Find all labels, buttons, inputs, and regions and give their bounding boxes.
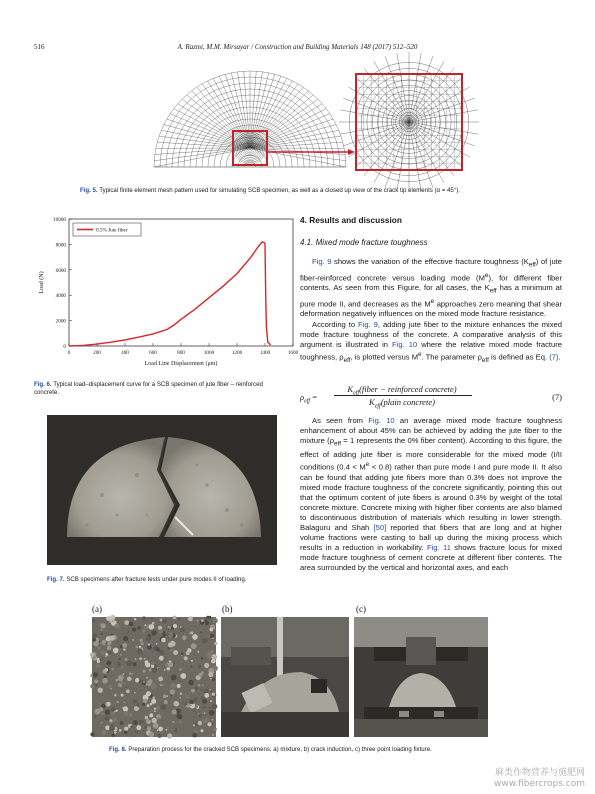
fig8c-loading-fixture-photo <box>354 617 488 737</box>
fig8-panel-b-label: (b) <box>222 604 233 614</box>
page-number: 516 <box>34 43 45 51</box>
x-tick-label: 1400 <box>259 350 271 356</box>
x-tick-label: 1000 <box>203 350 215 356</box>
eq-number: (7) <box>552 392 562 402</box>
equation-7 <box>300 384 562 410</box>
body-text-bottom <box>300 416 562 573</box>
x-tick-label: 600 <box>149 350 157 356</box>
subsection-heading: 4.1. Mixed mode fracture toughness <box>300 238 428 247</box>
fig7-label: Fig. 7. <box>47 576 65 583</box>
fig11-link[interactable]: Fig. 11 <box>426 543 451 553</box>
fig5-caption-text: Typical finite element mesh pattern used for simulating SCB specimen, as well as a closed up view of the crack tip elements (α = 45°). <box>99 187 460 194</box>
journal-citation: A. Razmi, M.M. Mirsayar / Construction and Building Materials 148 (2017) 512–520 <box>177 43 418 51</box>
fig7-caption <box>47 576 287 584</box>
fig8-caption <box>109 746 539 754</box>
lower-support-bar <box>364 707 478 719</box>
x-tick-label: 400 <box>121 350 129 356</box>
paragraph-1: Fig. 9 shows the variation of the effective fracture toughness $(K_{eff})$ of jute fiber-reinforced concrete versus loading mode (Me), for different fiber contents. As seen from this Figure, for all cases, the $K_{eff}$ has a minimum at pure mode II, and decreases as the Me approaches zero meaning that shear deformation negatively influences on the mixed mode fracture resistance. <box>300 257 563 319</box>
fig8-caption-text: Preparation process for the cracked SCB specimens: a) mixture, b) crack induction, c) three point loading fixture. <box>128 746 432 753</box>
fig9-link[interactable]: Fig. 9 <box>358 319 378 329</box>
x-tick-label: 1600 <box>287 350 299 356</box>
y-tick-label: 6000 <box>55 267 66 274</box>
fig5-label: Fig. 5. <box>80 187 98 194</box>
fe-mesh-figure <box>115 70 471 176</box>
crack-tip-zoom-mesh <box>339 52 479 192</box>
fig10-link[interactable]: Fig. 10 <box>368 416 395 425</box>
fig8a-mixture-photo <box>92 617 216 737</box>
fig8-panel-c-label: (c) <box>356 604 366 614</box>
fig8-label: Fig. 8. <box>109 746 127 753</box>
y-tick-label: 8000 <box>55 242 66 249</box>
paragraph-3: As seen from Fig. 10 an average mixed mode fracture toughness enhancement of about 45% can be achieved by adding the jute fiber to the mixture ($\rho_{eff} = 1$ represents the 0% fiber content). According to this figure, the effect of adding jute fiber is more considerable for the mixed mode (I/II conditions $(0.4 < M^e < 0.8)$ rather than pure mode I and pure mode II. It also can be found that adding jute fibers more than 0.3% does not improve the mixed mode fracture toughness of the concrete significantly, pointing this out that the optimum content of jute fibers is around 0.3% by weight of the total concrete mixture. Concrete mixing with higher fiber contents are also blamed to discontinuous distribution of materials which resulting in lower strength. Balaguru and Shah [50] reported that fibers that are long and at higher volume fractions were casting to ball up during the mixing process which results in a reduction in workability. Fig. 11 shows fracture locus for mixed mode fracture toughness of cement concrete at different fiber contents. The area surrounded by the vertical and horizontal axes, and each <box>300 416 563 573</box>
plot-frame <box>69 219 293 346</box>
load-displacement-chart <box>33 211 299 376</box>
x-axis-label: Load Line Displacement (μm) <box>144 361 218 367</box>
y-tick-label: 2000 <box>55 318 66 325</box>
x-tick-label: 200 <box>93 350 101 356</box>
y-tick-label: 10000 <box>53 217 66 223</box>
x-tick-label: 0 <box>67 350 71 356</box>
section-heading: 4. Results and discussion <box>300 215 402 225</box>
ref-50-link[interactable]: [50] <box>373 522 387 532</box>
fig9-link[interactable]: Fig. 9 <box>312 257 332 266</box>
eq-fraction-bar <box>334 395 472 396</box>
fig6-caption <box>34 381 286 397</box>
site-watermark: 麻类作物营养与施肥网 www.fibercrops.com <box>494 768 585 789</box>
y-tick-label: 0 <box>63 344 66 350</box>
fig5-caption <box>80 187 520 195</box>
eq-lhs: $\rho_{eff}$ = <box>300 392 318 405</box>
x-tick-label: 1200 <box>231 350 243 356</box>
x-tick-label: 800 <box>177 350 185 356</box>
paragraph-2: According to Fig. 9, adding jute fiber to the mixture enhances the mixed mode fracture toughness of the concrete. A comparative analysis of this argument is illustrated in Fig. 10 where the relative mixed mode fracture toughness, $\rho_{eff}$, is plotted versus Me. The parameter $\rho_{eff}$ is defined as Eq. (7). <box>300 319 562 364</box>
eq-denominator: $K_{eff}(plain$ concrete) <box>369 397 435 410</box>
fig7-specimen-photo <box>47 415 277 565</box>
fig10-link[interactable]: Fig. 10 <box>392 339 418 349</box>
eq7-link[interactable]: (7) <box>549 352 559 362</box>
legend-label: 0.5% Jute fiber <box>96 227 128 234</box>
fig6-label: Fig. 6. <box>34 381 52 388</box>
fig6-caption-text: Typical load–displacement curve for a SCB specimen of jute fiber – reinforced concrete. <box>34 381 263 396</box>
fig7-caption-text: SCB specimens after fracture tests under pure modes II of loading. <box>66 576 247 583</box>
zoom-arrowhead <box>348 149 355 155</box>
fig8b-crack-induction-photo <box>221 617 349 737</box>
eq-numerator: $K_{eff}(fiber$ − reinforced concrete) <box>347 384 457 397</box>
body-text-top <box>300 257 562 366</box>
fig8-panel-a-label: (a) <box>92 604 102 614</box>
y-axis-label: Load (N) <box>39 271 45 294</box>
y-tick-label: 4000 <box>55 293 66 300</box>
